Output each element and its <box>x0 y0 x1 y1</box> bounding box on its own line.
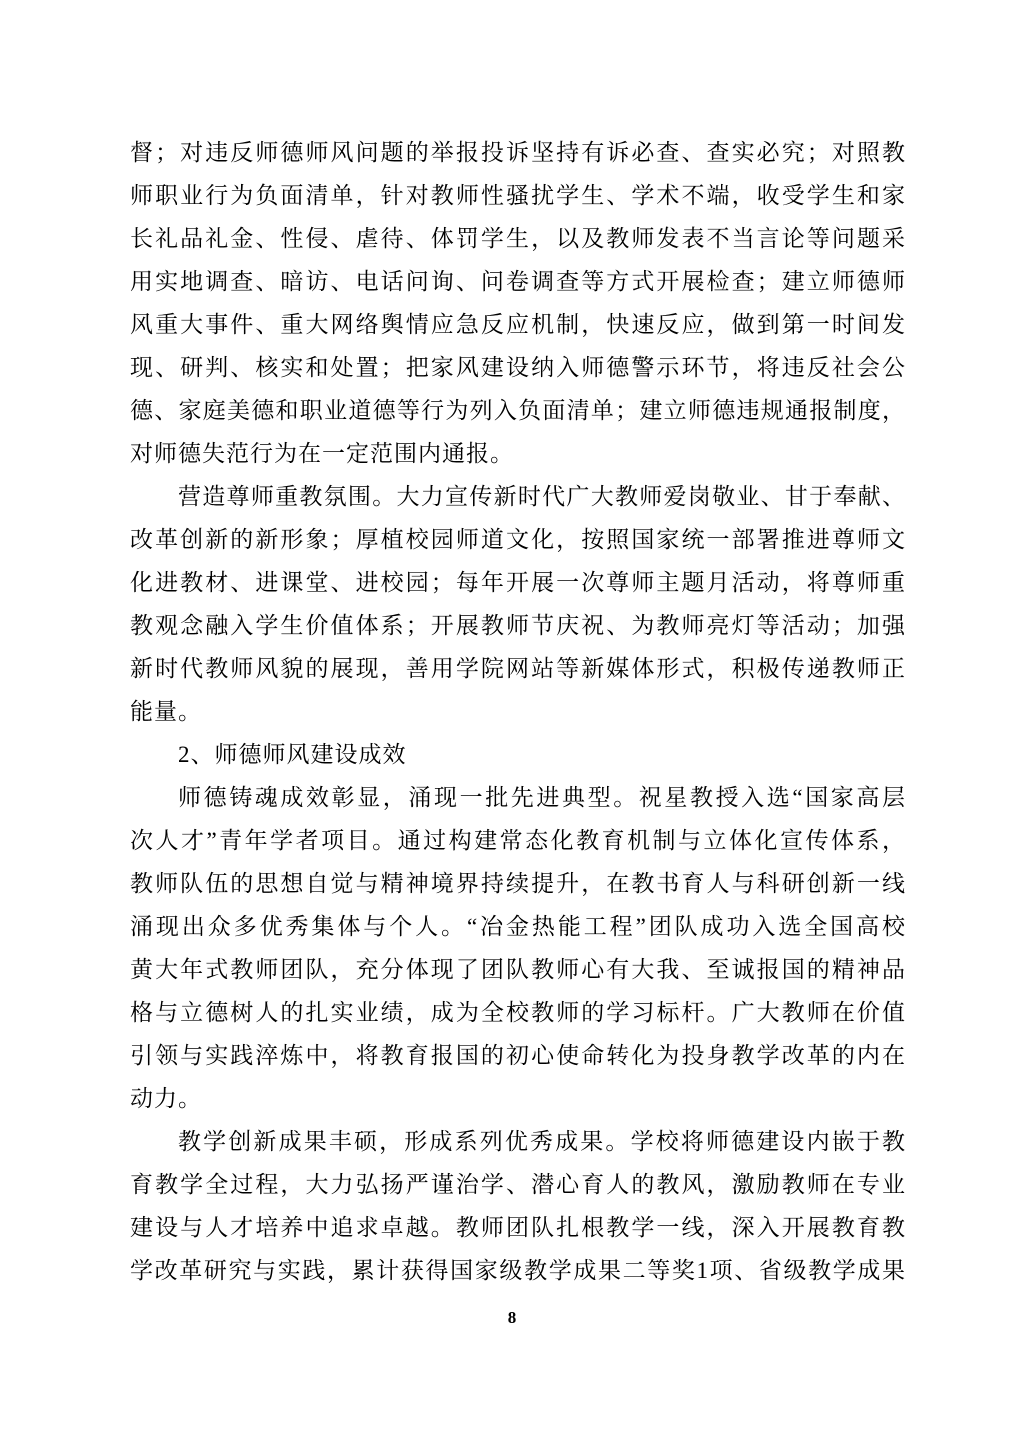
text-line: 师德铸魂成效彰显，涌现一批先进典型。祝星教授入选“国家高层 <box>178 785 906 810</box>
section-heading: 2、师德师风建设成效 <box>178 742 407 767</box>
text-line: 现、研判、核实和处置；把家风建设纳入师德警示环节，将违反社会公 <box>130 355 906 380</box>
text-line: 对师德失范行为在一定范围内通报。 <box>130 441 514 466</box>
text-line: 德、家庭美德和职业道德等行为列入负面清单；建立师德违规通报制度， <box>130 398 906 423</box>
text-line: 格与立德树人的扎实业绩，成为全校教师的学习标杆。广大教师在价值 <box>130 1000 906 1025</box>
text-line: 教观念融入学生价值体系；开展教师节庆祝、为教师亮灯等活动；加强 <box>130 613 906 638</box>
text-line: 教师队伍的思想自觉与精神境界持续提升，在教书育人与科研创新一线 <box>130 871 906 896</box>
page-number: 8 <box>507 1308 517 1327</box>
text-line: 督；对违反师德师风问题的举报投诉坚持有诉必查、查实必究；对照教 <box>130 140 906 165</box>
text-line: 能量。 <box>130 699 202 724</box>
text-line: 师职业行为负面清单，针对教师性骚扰学生、学术不端，收受学生和家 <box>130 183 906 208</box>
text-line: 动力。 <box>130 1086 202 1111</box>
text-line: 用实地调查、暗访、电话问询、问卷调查等方式开展检查；建立师德师 <box>130 269 906 294</box>
text-line: 育教学全过程，大力弘扬严谨治学、潜心育人的教风，激励教师在专业 <box>130 1172 906 1197</box>
text-line: 黄大年式教师团队，充分体现了团队教师心有大我、至诚报国的精神品 <box>130 957 906 982</box>
text-line: 长礼品礼金、性侵、虐待、体罚学生，以及教师发表不当言论等问题采 <box>130 226 906 251</box>
text-line: 次人才”青年学者项目。通过构建常态化教育机制与立体化宣传体系， <box>130 828 906 853</box>
text-line: 改革创新的新形象；厚植校园师道文化，按照国家统一部署推进尊师文 <box>130 527 906 552</box>
text-line: 涌现出众多优秀集体与个人。“冶金热能工程”团队成功入选全国高校 <box>130 914 906 939</box>
text-line: 学改革研究与实践，累计获得国家级教学成果二等奖1项、省级教学成果 <box>130 1258 906 1283</box>
document-body <box>130 131 906 1292</box>
text-line: 建设与人才培养中追求卓越。教师团队扎根教学一线，深入开展教育教 <box>130 1215 906 1240</box>
text-line: 新时代教师风貌的展现，善用学院网站等新媒体形式，积极传递教师正 <box>130 656 906 681</box>
text-line: 教学创新成果丰硕，形成系列优秀成果。学校将师德建设内嵌于教 <box>178 1129 906 1154</box>
text-line: 引领与实践淬炼中，将教育报国的初心使命转化为投身教学改革的内在 <box>130 1043 906 1068</box>
text-line: 风重大事件、重大网络舆情应急反应机制，快速反应，做到第一时间发 <box>130 312 906 337</box>
text-line: 化进教材、进课堂、进校园；每年开展一次尊师主题月活动，将尊师重 <box>130 570 906 595</box>
text-line: 营造尊师重教氛围。大力宣传新时代广大教师爱岗敬业、甘于奉献、 <box>178 484 906 509</box>
